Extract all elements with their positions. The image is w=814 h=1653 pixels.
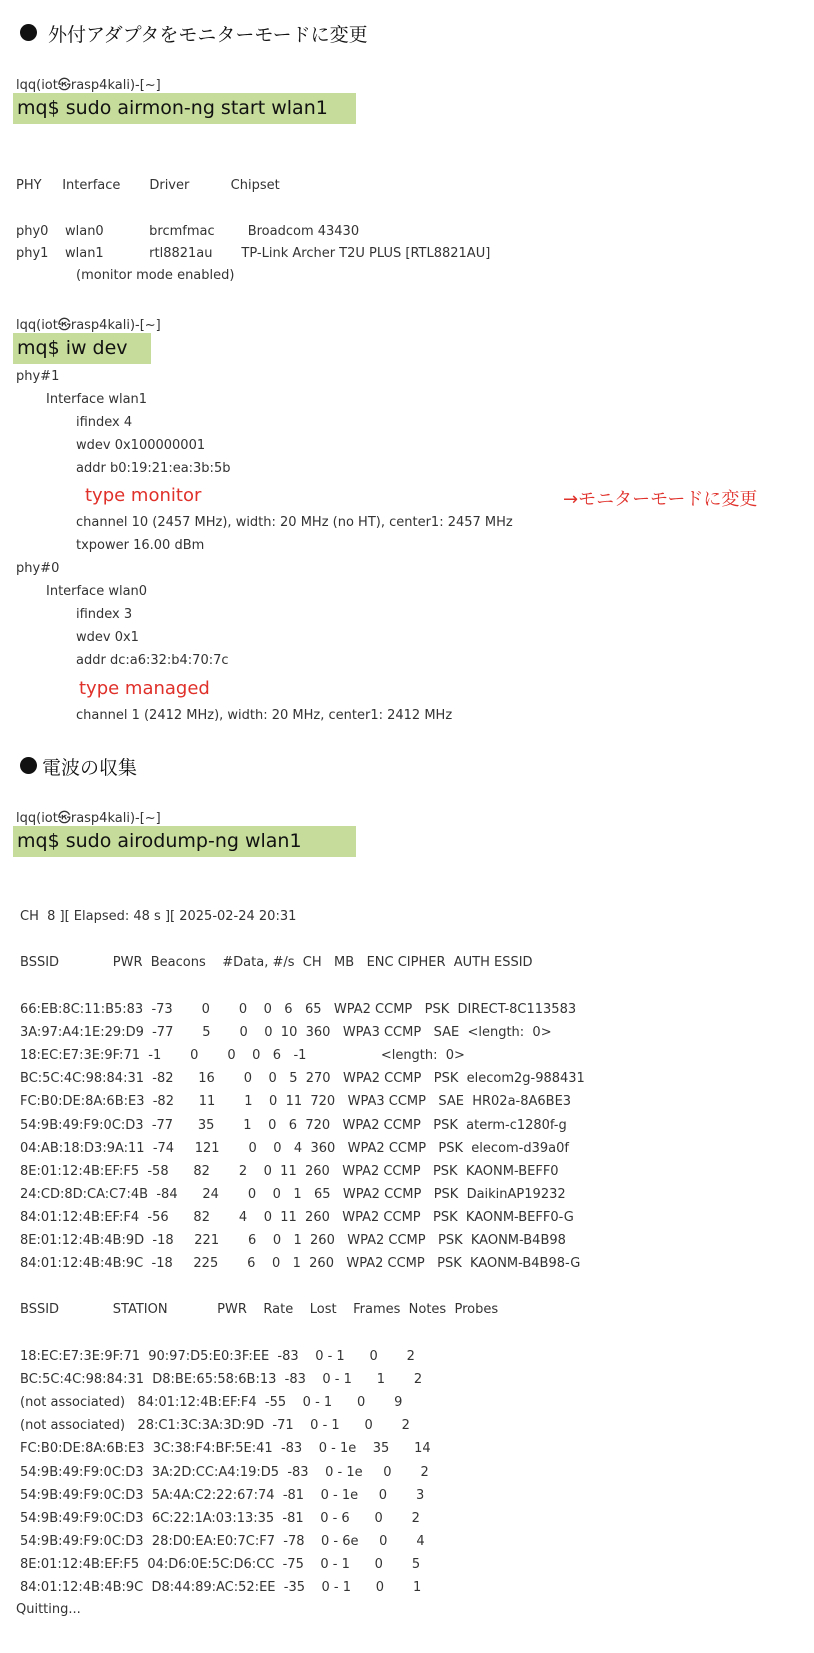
type-managed-highlight: type managed	[79, 678, 210, 699]
interface-label: Interface wlan0	[46, 584, 148, 599]
command-airodump: mq$ sudo airodump-ng wlan1	[13, 826, 356, 857]
interface-label: Interface wlan1	[46, 392, 148, 407]
station-table-row: 54:9B:49:F9:0C:D3 5A:4A:C2:22:67:74 -81 0 - 1e 0 3	[20, 1487, 425, 1503]
ap-table-header: BSSID PWR Beacons #Data, #/s CH MB ENC CIPHER AUTH ESSID	[20, 955, 533, 970]
station-table-row: 18:EC:E7:3E:9F:71 90:97:D5:E0:3F:EE -83 0 - 1 0 2	[20, 1349, 415, 1364]
airodump-status: CH 8 ][ Elapsed: 48 s ][ 2025-02-24 20:31	[20, 909, 297, 924]
section-heading-monitor-mode: 外付アダプタをモニターモードに変更	[48, 24, 368, 46]
ap-table-row: 54:9B:49:F9:0C:D3 -77 35 1 0 6 720 WPA2 CCMP PSK aterm-c1280f-g	[20, 1117, 567, 1133]
section-heading-capture: 電波の収集	[42, 757, 138, 779]
bullet-icon	[20, 24, 37, 41]
station-table-row: FC:B0:DE:8A:6B:E3 3C:38:F4:BF:5E:41 -83 0 - 1e 35 14	[20, 1441, 431, 1457]
airmon-row: phy0 wlan0 brcmfmac Broadcom 43430	[16, 224, 360, 239]
shell-prompt: lqq(iot㉿rasp4kali)-[~]	[16, 318, 161, 333]
addr-value: addr b0:19:21:ea:3b:5b	[76, 461, 231, 476]
bullet-icon	[20, 757, 37, 774]
phy-label: phy#0	[16, 561, 60, 576]
station-table-row: 54:9B:49:F9:0C:D3 28:D0:EA:E0:7C:F7 -78 0 - 6e 0 4	[20, 1533, 425, 1549]
shell-prompt: lqq(iot㉿rasp4kali)-[~]	[16, 78, 161, 93]
txpower-value: txpower 16.00 dBm	[76, 538, 205, 553]
channel-value: channel 1 (2412 MHz), width: 20 MHz, center1: 2412 MHz	[76, 708, 453, 723]
wdev-value: wdev 0x1	[76, 630, 139, 645]
ap-table-row: 84:01:12:4B:4B:9C -18 225 6 0 1 260 WPA2 CCMP PSK KAONM-B4B98-G	[20, 1256, 581, 1272]
ap-table-row: 8E:01:12:4B:EF:F5 -58 82 2 0 11 260 WPA2 CCMP PSK KAONM-BEFF0	[20, 1163, 559, 1179]
ap-table-row: 8E:01:12:4B:4B:9D -18 221 6 0 1 260 WPA2 CCMP PSK KAONM-B4B98	[20, 1233, 566, 1248]
airmon-header: PHY Interface Driver Chipset	[16, 178, 280, 193]
command-airmon-start: mq$ sudo airmon-ng start wlan1	[13, 93, 356, 124]
ap-table-row: BC:5C:4C:98:84:31 -82 16 0 0 5 270 WPA2 CCMP PSK elecom2g-988431	[20, 1071, 585, 1087]
phy-label: phy#1	[16, 369, 60, 384]
wdev-value: wdev 0x100000001	[76, 438, 206, 453]
command-iw-dev: mq$ iw dev	[13, 333, 151, 364]
ap-table-row: 84:01:12:4B:EF:F4 -56 82 4 0 11 260 WPA2 CCMP PSK KAONM-BEFF0-G	[20, 1209, 574, 1225]
shell-prompt: lqq(iot㉿rasp4kali)-[~]	[16, 811, 161, 826]
quitting-message: Quitting...	[16, 1602, 81, 1617]
ap-table-row: 18:EC:E7:3E:9F:71 -1 0 0 0 6 -1 <length: 0>	[20, 1048, 465, 1064]
airmon-row: phy1 wlan1 rtl8821au TP-Link Archer T2U PLUS [RTL8821AU]	[16, 246, 491, 261]
ap-table-row: 3A:97:A4:1E:29:D9 -77 5 0 0 10 360 WPA3 CCMP SAE <length: 0>	[20, 1025, 552, 1041]
ifindex-value: ifindex 4	[76, 415, 133, 430]
addr-value: addr dc:a6:32:b4:70:7c	[76, 653, 229, 668]
station-table-row: BC:5C:4C:98:84:31 D8:BE:65:58:6B:13 -83 0 - 1 1 2	[20, 1372, 423, 1388]
station-table-row: 84:01:12:4B:4B:9C D8:44:89:AC:52:EE -35 0 - 1 0 1	[20, 1580, 422, 1595]
channel-value: channel 10 (2457 MHz), width: 20 MHz (no HT), center1: 2457 MHz	[76, 515, 513, 530]
ap-table-row: 66:EB:8C:11:B5:83 -73 0 0 0 6 65 WPA2 CCMP PSK DIRECT-8C113583	[20, 1002, 577, 1017]
station-table-row: 54:9B:49:F9:0C:D3 6C:22:1A:03:13:35 -81 0 - 6 0 2	[20, 1510, 420, 1526]
ap-table-row: 04:AB:18:D3:9A:11 -74 121 0 0 4 360 WPA2 CCMP PSK elecom-d39a0f	[20, 1140, 569, 1156]
ifindex-value: ifindex 3	[76, 607, 133, 622]
station-table-row: (not associated) 28:C1:3C:3A:3D:9D -71 0 - 1 0 2	[20, 1418, 410, 1434]
station-table-header: BSSID STATION PWR Rate Lost Frames Notes Probes	[20, 1302, 499, 1317]
monitor-mode-annotation: →モニターモードに変更	[563, 489, 758, 510]
station-table-row: 8E:01:12:4B:EF:F5 04:D6:0E:5C:D6:CC -75 0 - 1 0 5	[20, 1556, 421, 1572]
station-table-row: 54:9B:49:F9:0C:D3 3A:2D:CC:A4:19:D5 -83 0 - 1e 0 2	[20, 1464, 429, 1480]
type-monitor-highlight: type monitor	[85, 485, 202, 506]
ap-table-row: FC:B0:DE:8A:6B:E3 -82 11 1 0 11 720 WPA3 CCMP SAE HR02a-8A6BE3	[20, 1094, 572, 1110]
station-table-row: (not associated) 84:01:12:4B:EF:F4 -55 0 - 1 0 9	[20, 1395, 403, 1411]
ap-table-row: 24:CD:8D:CA:C7:4B -84 24 0 0 1 65 WPA2 CCMP PSK DaikinAP19232	[20, 1186, 566, 1202]
airmon-note: (monitor mode enabled)	[76, 268, 235, 283]
